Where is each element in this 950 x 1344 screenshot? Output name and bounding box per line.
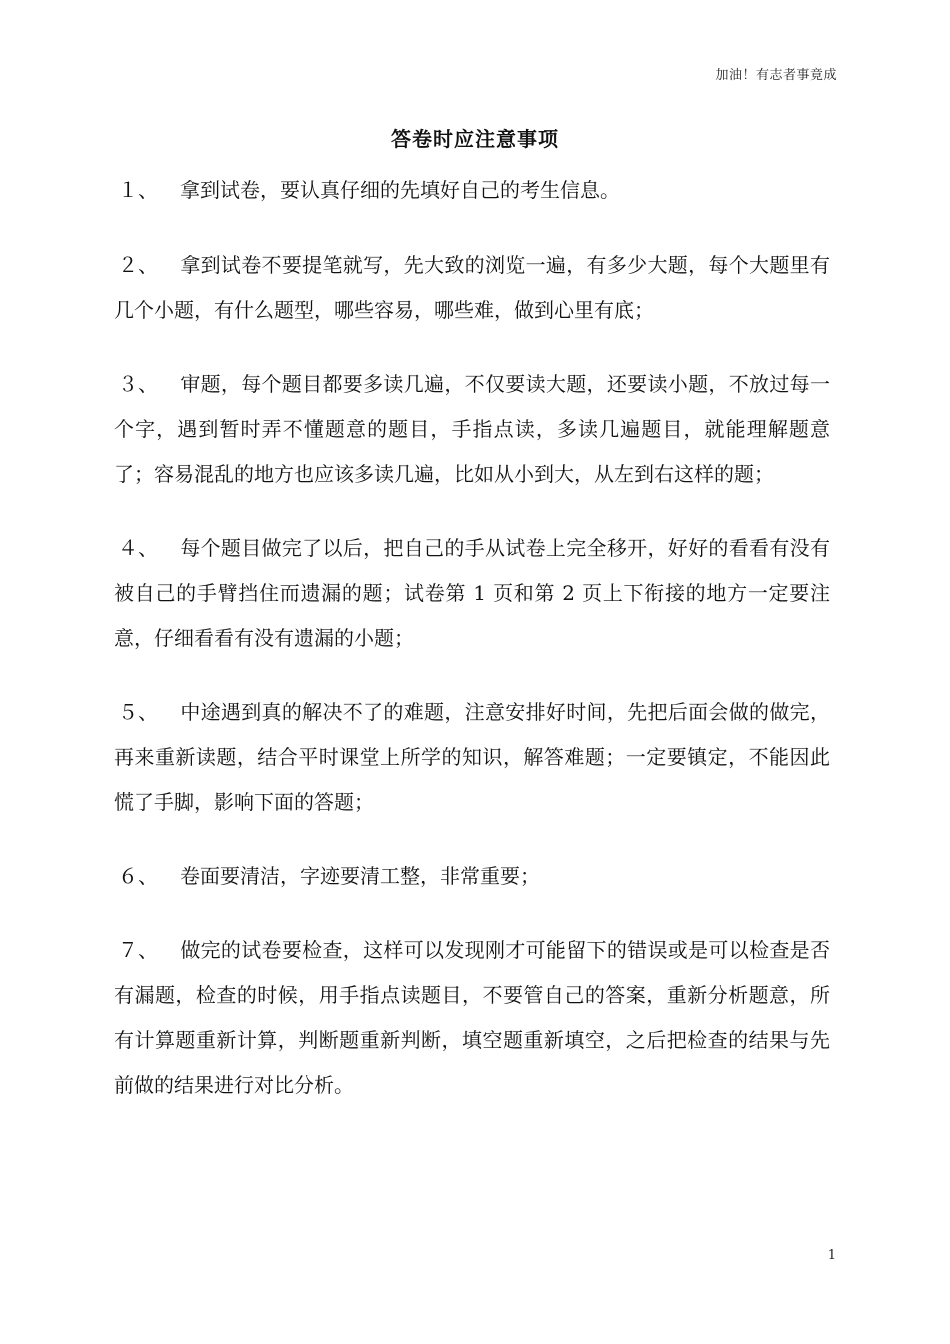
document-title: 答卷时应注意事项: [391, 127, 559, 151]
list-item: [114, 526, 830, 661]
item-number: ２、: [118, 253, 158, 277]
item-number: ７、: [118, 938, 158, 962]
item-text: 卷面要清洁，字迹要清工整，非常重要；: [180, 864, 540, 888]
item-number: ５、: [118, 700, 158, 724]
list-item: [114, 854, 830, 899]
item-number: ６、: [118, 864, 158, 888]
list-item: [114, 928, 830, 1108]
list-item: [114, 168, 830, 213]
list-item: [114, 362, 830, 497]
document-body: [114, 168, 830, 1137]
item-number: １、: [118, 178, 158, 202]
item-text: 做完的试卷要检查，这样可以发现刚才可能留下的错误或是可以检查是否有漏题，检查的时候，用手指点读题目，不要管自己的答案，重新分析题意，所有计算题重新计算，判断题重新判断，填空题重新填空，之后把检查的结果与先前做的结果进行对比分析。: [114, 938, 830, 1097]
page-number: 1: [827, 1248, 836, 1263]
item-text: 拿到试卷，要认真仔细的先填好自己的考生信息。: [180, 178, 620, 202]
item-text: 每个题目做完了以后，把自己的手从试卷上完全移开，好好的看看有没有被自己的手臂挡住而遗漏的题；试卷第 1 页和第 2 页上下衔接的地方一定要注意，仔细看看有没有遗漏的小题；: [114, 536, 830, 650]
list-item: [114, 243, 830, 333]
item-text: 审题，每个题目都要多读几遍，不仅要读大题，还要读小题，不放过每一个字，遇到暂时弄不懂题意的题目，手指点读，多读几遍题目，就能理解题意了；容易混乱的地方也应该多读几遍，比如从小到大，从左到右这样的题；: [114, 372, 830, 486]
item-text: 中途遇到真的解决不了的难题，注意安排好时间，先把后面会做的做完，再来重新读题，结合平时课堂上所学的知识，解答难题；一定要镇定，不能因此慌了手脚，影响下面的答题；: [114, 700, 830, 814]
item-number: ４、: [118, 536, 158, 560]
list-item: [114, 690, 830, 825]
item-text: 拿到试卷不要提笔就写，先大致的浏览一遍，有多少大题，每个大题里有几个小题，有什么题型，哪些容易，哪些难，做到心里有底；: [114, 253, 830, 322]
header-note: 加油！有志者事竟成: [715, 68, 837, 83]
item-number: ３、: [118, 372, 158, 396]
